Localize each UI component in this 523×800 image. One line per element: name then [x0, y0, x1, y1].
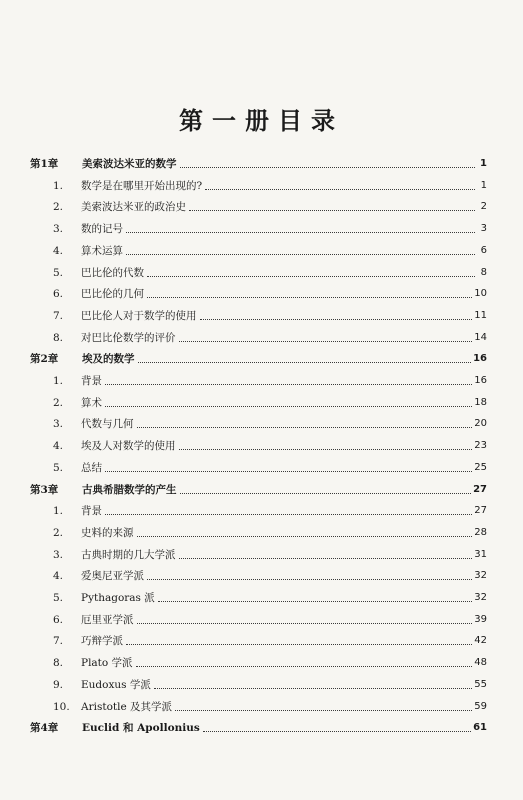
toc-entry-title: 算术运算	[81, 244, 123, 257]
dot-leader	[147, 578, 472, 580]
toc-entry-page: 28	[474, 526, 487, 538]
dot-leader	[137, 622, 473, 624]
toc-entry-title: Pythagoras 派	[81, 592, 155, 604]
toc-entry-number: 2.	[53, 396, 64, 409]
toc-entry-number: 5.	[53, 592, 64, 604]
toc-section-entry	[53, 327, 487, 345]
dot-leader	[147, 275, 475, 277]
toc-entry-page: 16	[474, 375, 487, 386]
toc-entry-number: 4.	[53, 244, 64, 257]
dot-leader	[105, 383, 472, 385]
toc-entry-page: 10	[474, 288, 487, 300]
toc-entry-title: Eudoxus 学派	[81, 678, 151, 691]
toc-entry-title: 美索波达米亚的政治史	[81, 201, 186, 214]
toc-entry-page: 3	[480, 223, 487, 235]
toc-section-entry	[53, 522, 487, 540]
dot-leader	[126, 643, 472, 645]
dot-leader	[105, 405, 472, 407]
toc-entry-title: 古典时期的几大学派	[81, 548, 176, 561]
toc-entry-number: 2.	[53, 526, 64, 539]
dot-leader	[179, 557, 473, 559]
toc-section-entry	[53, 500, 487, 518]
toc-entry-page: 1	[480, 179, 487, 191]
dot-leader	[180, 492, 472, 494]
toc-entry-number: 3.	[53, 223, 64, 236]
toc-entry-number: 5.	[53, 266, 64, 279]
toc-section-entry	[53, 696, 487, 714]
toc-entry-page: 8	[480, 266, 487, 278]
toc-entry-page: 32	[474, 570, 487, 582]
toc-entry-title: 算术	[81, 396, 102, 409]
toc-entry-title: Aristotle 及其学派	[81, 700, 173, 713]
toc-entry-number: 3.	[53, 418, 64, 431]
dot-leader	[180, 166, 476, 168]
toc-entry-page: 11	[474, 309, 487, 321]
toc-chapter-entry	[30, 153, 487, 171]
toc-entry-number: 4.	[53, 570, 64, 583]
toc-section-entry	[53, 218, 487, 236]
toc-entry-page: 39	[474, 613, 487, 625]
toc-section-entry	[53, 175, 487, 193]
dot-leader	[154, 687, 472, 689]
dot-leader	[137, 535, 473, 537]
toc-entry-page: 55	[474, 678, 487, 690]
dot-leader	[105, 470, 472, 472]
toc-entry-page: 16	[473, 353, 487, 365]
toc-section-entry	[53, 457, 487, 475]
toc-section-entry	[53, 262, 487, 280]
toc-entry-title: 巴比伦的代数	[81, 266, 144, 279]
toc-entry-number: 9.	[53, 678, 64, 691]
toc-entry-title: 巧辩学派	[81, 635, 123, 648]
toc-entry-number: 第3章	[30, 483, 59, 496]
dot-leader	[126, 231, 475, 233]
toc-entry-number: 1.	[53, 375, 64, 387]
dot-leader	[138, 361, 472, 363]
toc-chapter-entry	[30, 348, 487, 366]
toc-section-entry	[53, 370, 487, 388]
toc-entry-number: 1.	[53, 505, 64, 518]
toc-entry-page: 23	[474, 440, 487, 452]
toc-entry-page: 20	[474, 418, 487, 430]
toc-entry-number: 8.	[53, 331, 64, 344]
toc-section-entry	[53, 587, 487, 605]
toc-entry-page: 1	[480, 158, 487, 169]
toc-entry-title: 背景	[81, 505, 102, 518]
toc-section-entry	[53, 392, 487, 410]
toc-entry-title: 厄里亚学派	[81, 613, 134, 626]
toc-entry-number: 3.	[53, 548, 64, 561]
toc-entry-title: 数学是在哪里开始出现的?	[81, 179, 203, 192]
toc-section-entry	[53, 609, 487, 627]
toc-entry-number: 第1章	[30, 158, 59, 170]
toc-entry-title: 对巴比伦数学的评价	[81, 331, 176, 344]
dot-leader	[105, 513, 472, 515]
page-title: 第一册目录	[179, 107, 344, 135]
toc-section-entry	[53, 240, 487, 258]
dot-leader	[136, 665, 473, 667]
toc-section-entry	[53, 283, 487, 301]
toc-entry-number: 10.	[53, 700, 70, 713]
toc-entry-page: 18	[474, 396, 487, 408]
toc-entry-title: Plato 学派	[81, 657, 133, 670]
toc-entry-number: 6.	[53, 288, 64, 301]
toc-entry-page: 27	[474, 505, 487, 517]
toc-section-entry	[53, 652, 487, 670]
toc-entry-page: 31	[474, 548, 487, 560]
toc-entry-page: 14	[474, 331, 487, 343]
toc-section-entry	[53, 565, 487, 583]
dot-leader	[126, 253, 475, 255]
toc-entry-title: 美索波达米亚的数学	[82, 158, 177, 170]
toc-section-entry	[53, 435, 487, 453]
toc-entry-number: 2.	[53, 201, 64, 214]
toc-entry-title: 埃及人对数学的使用	[81, 440, 176, 453]
toc-section-entry	[53, 544, 487, 562]
toc-chapter-entry	[30, 479, 487, 497]
dot-leader	[205, 188, 475, 190]
dot-leader	[179, 448, 473, 450]
toc-entry-page: 48	[474, 657, 487, 669]
dot-leader	[203, 730, 471, 732]
toc-entry-page: 61	[473, 722, 487, 734]
dot-leader	[200, 318, 473, 320]
toc-entry-page: 6	[480, 244, 487, 256]
toc-entry-title: 背景	[81, 375, 102, 387]
toc-entry-number: 第2章	[30, 353, 59, 366]
dot-leader	[189, 209, 475, 211]
dot-leader	[179, 340, 473, 342]
toc-entry-number: 7.	[53, 309, 64, 322]
dot-leader	[175, 709, 472, 711]
toc-entry-number: 8.	[53, 657, 64, 670]
toc-entry-number: 1.	[53, 179, 64, 192]
toc-entry-page: 59	[474, 700, 487, 712]
toc-section-entry	[53, 305, 487, 323]
toc-entry-page: 42	[474, 635, 487, 647]
toc-chapter-entry	[30, 717, 487, 735]
toc-entry-page: 32	[474, 592, 487, 603]
toc-section-entry	[53, 630, 487, 648]
toc-section-entry	[53, 413, 487, 431]
toc-entry-page: 25	[474, 461, 487, 473]
toc-entry-page: 2	[480, 201, 487, 213]
toc-entry-title: 爱奥尼亚学派	[81, 570, 144, 583]
toc-entry-page: 27	[473, 483, 487, 495]
toc-entry-number: 5.	[53, 461, 64, 474]
dot-leader	[137, 426, 473, 428]
toc-entry-title: 巴比伦人对于数学的使用	[81, 309, 197, 322]
toc-section-entry	[53, 196, 487, 214]
toc-entry-number: 7.	[53, 635, 64, 648]
toc-entry-title: 史料的来源	[81, 526, 134, 539]
dot-leader	[158, 600, 472, 602]
toc-section-entry	[53, 674, 487, 692]
toc-entry-title: 巴比伦的几何	[81, 288, 144, 301]
toc-entry-number: 6.	[53, 613, 64, 626]
dot-leader	[147, 296, 472, 298]
toc-entry-title: Euclid 和 Apollonius	[82, 722, 200, 735]
toc-entry-title: 代数与几何	[81, 418, 134, 431]
toc-entry-title: 古典希腊数学的产生	[82, 483, 177, 496]
toc-entry-title: 埃及的数学	[82, 353, 135, 366]
toc-entry-title: 总结	[81, 461, 102, 474]
toc-entry-number: 第4章	[30, 722, 59, 735]
toc-entry-title: 数的记号	[81, 223, 123, 236]
toc-entry-number: 4.	[53, 440, 64, 453]
